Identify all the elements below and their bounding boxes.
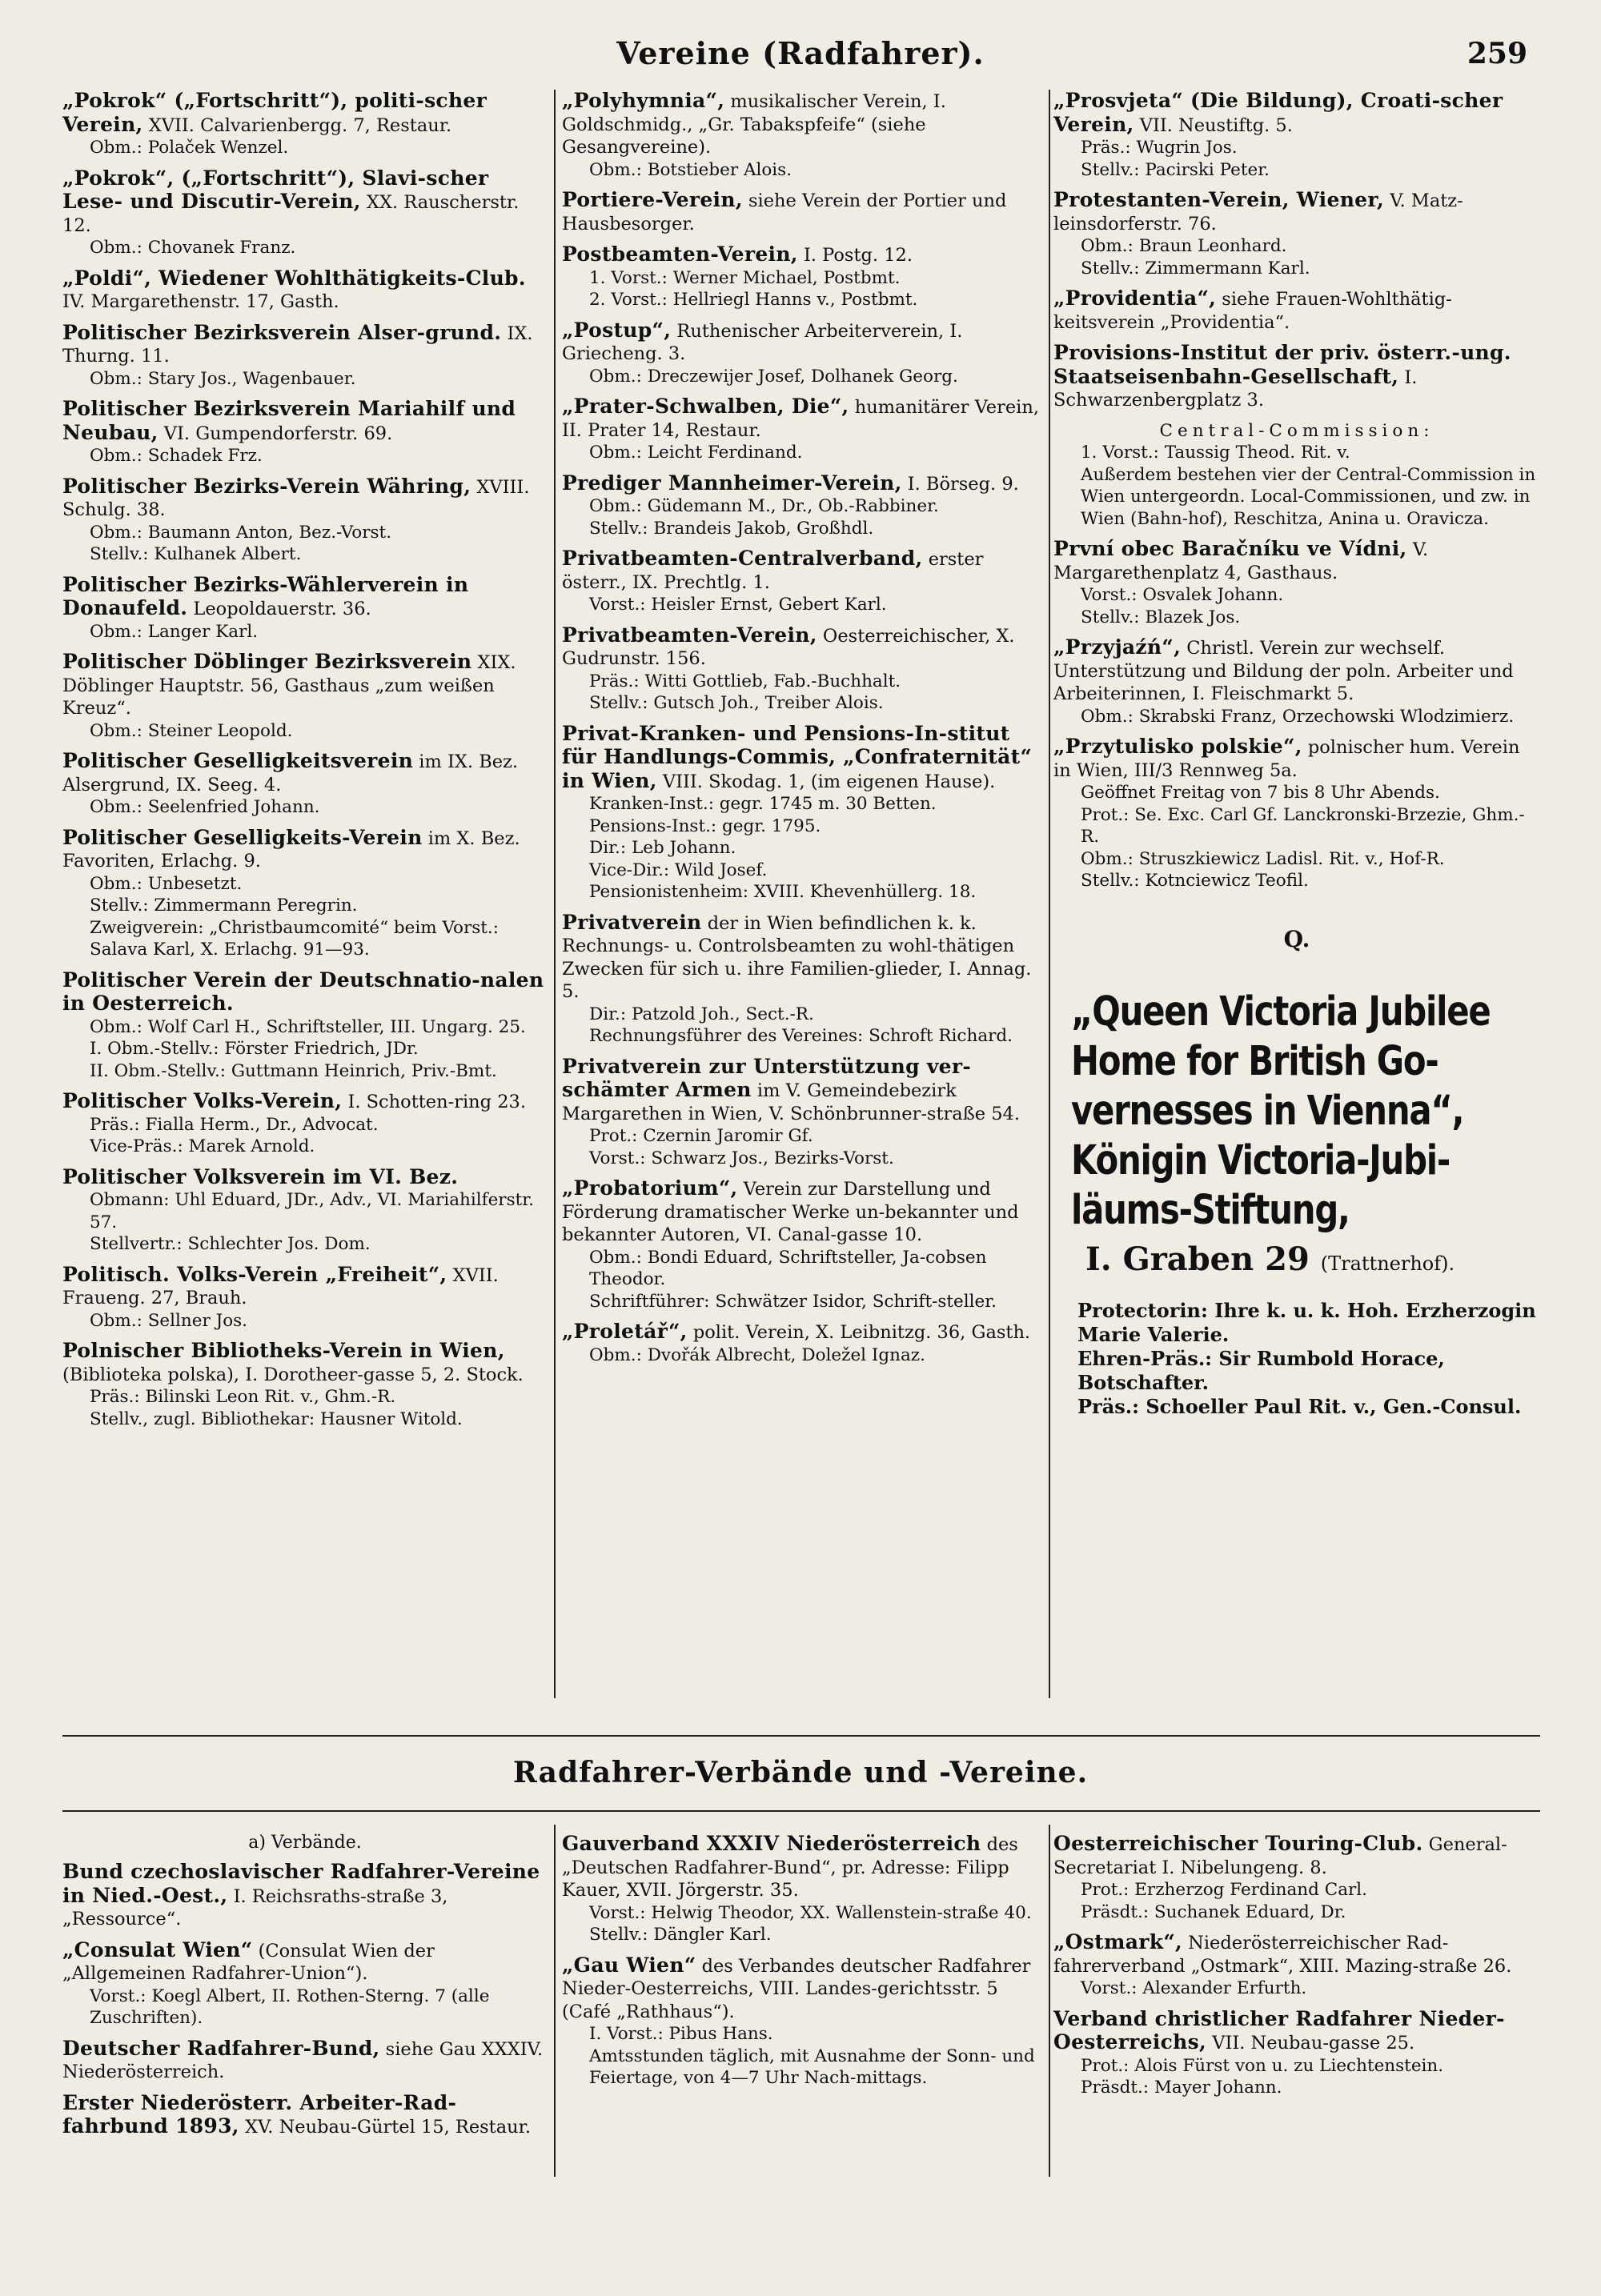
entry-name: Postbeamten-Verein, — [562, 242, 798, 266]
lower-column-3 — [1053, 1833, 1540, 2107]
entry-name: „Poldi“, Wiedener Wohlthätigkeits-Club. — [62, 266, 526, 290]
lower-column-1-list — [62, 1861, 548, 2139]
directory-entry — [62, 322, 548, 391]
directory-entry — [62, 651, 548, 742]
entry-detail-line: Stellv.: Pacirski Peter. — [1081, 159, 1270, 180]
page-header-title: Vereine (Radfahrer). — [616, 35, 985, 71]
entry-name: Privatbeamten-Verein, — [562, 623, 817, 647]
text-line: Königin Victoria-Jubi- — [1071, 1136, 1451, 1184]
directory-entry — [62, 1340, 548, 1430]
entry-detail-line: I. Vorst.: Pibus Hans. — [589, 2024, 773, 2044]
queen-victoria-title — [1071, 988, 1557, 1236]
entry-name: „Consulat Wien“ — [62, 1937, 253, 1961]
entry-address: XVII. Fraueng. 27, Brauh. — [62, 1264, 499, 1308]
directory-entry — [62, 827, 548, 961]
directory-entry — [62, 398, 548, 467]
entry-detail-line: Vorst.: Koegl Albert, II. Rothen-Sterng. 7 (alle Zuschriften). — [90, 1985, 490, 2028]
entry-heading — [562, 624, 1045, 671]
entry-address: XV. Neubau-Gürtel 15, Restaur. — [244, 2117, 532, 2138]
directory-entry — [562, 912, 1045, 1048]
entry-heading — [62, 398, 548, 445]
entry-address: im IX. Bez. Alsergrund, IX. Seeg. 4. — [62, 751, 519, 795]
entry-detail-line: I. Obm.-Stellv.: Förster Friedrich, JDr. — [90, 1039, 419, 1059]
entry-name: Gauverband XXXIV Niederösterreich — [562, 1832, 981, 1855]
entry-heading — [62, 1939, 548, 1985]
column-3-bottom — [1053, 538, 1540, 892]
directory-entry — [62, 1861, 548, 1931]
entry-address: I. Reichsraths-straße 3, „Ressource“. — [62, 1885, 448, 1929]
entry-detail-line: II. Obm.-Stellv.: Guttmann Heinrich, Priv.-Bmt. — [90, 1060, 497, 1081]
entry-heading — [62, 267, 548, 314]
entry-detail-line: Obm.: Botstieber Alois. — [589, 159, 792, 180]
entry-detail-line: Geöffnet Freitag von 7 bis 8 Uhr Abends. — [1081, 783, 1440, 803]
directory-entry — [62, 969, 548, 1083]
entry-heading — [62, 2038, 548, 2084]
subheading-verbaende: a) Verbände. — [248, 1833, 362, 1853]
text-line: Außerdem bestehen vier der Central-Commission in Wien untergeordn. Local-Commissionen, und zw. in Wien (Bahn-hof), Reschitza, Anina u. Oravicza. — [1081, 464, 1536, 529]
entry-heading — [62, 1340, 548, 1386]
entry-heading — [1053, 2008, 1540, 2055]
entry-heading — [62, 750, 548, 796]
entry-address: XX. Rauscherstr. 12. — [62, 192, 520, 236]
entry-name: „Pokrok“ („Fortschritt“), politi-scher Verein, — [62, 89, 488, 136]
entry-detail-line: Obm.: Leicht Ferdinand. — [589, 443, 803, 463]
entry-detail-line: Obm.: Unbesetzt. — [90, 873, 243, 894]
directory-entry — [562, 1320, 1045, 1366]
entry-heading — [562, 319, 1045, 366]
entry-detail-line: Stellv.: Kulhanek Albert. — [90, 544, 302, 564]
entry-address: General-Secretariat I. Nibelungeng. 8. — [1053, 1834, 1507, 1878]
entry-heading — [562, 472, 1045, 496]
directory-entry — [1053, 1833, 1540, 1923]
entry-name: Bund czechoslavischer Radfahrer-Vereine in Nied.-Oest., — [62, 1860, 540, 1907]
entry-name: „Ostmark“, — [1053, 1930, 1183, 1953]
entry-name: „Providentia“, — [1053, 286, 1217, 310]
entry-heading — [62, 1166, 548, 1190]
entry-name: Politischer Volks-Verein, — [62, 1089, 343, 1112]
section-title: Radfahrer-Verbände und -Vereine. — [512, 1756, 1089, 1789]
entry-heading — [562, 1954, 1045, 2024]
entry-heading — [1053, 189, 1540, 235]
directory-entry — [562, 1833, 1045, 1946]
directory-entry — [562, 189, 1045, 235]
entry-heading — [1053, 342, 1540, 412]
directory-entry — [62, 574, 548, 643]
entry-address: XVII. Calvarienbergg. 7, Restaur. — [148, 114, 452, 136]
entry-address: Ruthenischer Arbeiterverein, I. Griecheng. 3. — [562, 320, 963, 364]
entry-heading — [62, 969, 548, 1016]
entry-detail-line: Obm.: Güdemann M., Dr., Ob.-Rabbiner. — [589, 496, 939, 516]
directory-entry — [562, 319, 1045, 388]
entry-name: Prediger Mannheimer-Verein, — [562, 471, 902, 495]
entry-detail-line: Obm.: Stary Jos., Wagenbauer. — [90, 368, 356, 389]
entry-address: polnischer hum. Verein in Wien, III/3 Rennweg 5a. — [1053, 737, 1520, 781]
entry-detail-line: Prot.: Alois Fürst von u. zu Liechtenstein. — [1081, 2055, 1444, 2076]
entry-detail-line: Stellv.: Zimmermann Peregrin. — [90, 896, 358, 916]
directory-entry — [1053, 538, 1540, 628]
entry-name: Verband christlicher Radfahrer Nieder-Oesterreichs, — [1053, 2006, 1505, 2054]
column-1 — [62, 90, 548, 1438]
entry-detail-line: Obm.: Langer Karl. — [90, 621, 259, 642]
entry-detail-line: Obm.: Seelenfried Johann. — [90, 797, 320, 817]
entry-name: „Prater-Schwalben, Die“, — [562, 395, 849, 418]
entry-address: I. Postg. 12. — [803, 245, 913, 266]
section-rule — [62, 1810, 1540, 1812]
entry-name: „Probatorium“, — [562, 1176, 738, 1200]
entry-heading — [62, 322, 548, 368]
entry-heading — [62, 574, 548, 621]
entry-detail-line: Kranken-Inst.: gegr. 1745 m. 30 Betten. — [589, 794, 937, 814]
column-3-top — [1053, 90, 1540, 412]
directory-entry — [562, 1056, 1045, 1170]
entry-name: „Proletář“, — [562, 1320, 688, 1343]
entry-name: Politischer Bezirksverein Mariahilf und Neubau, — [62, 397, 516, 444]
entry-detail-line: Pensionistenheim: XVIII. Khevenhüllerg. 18. — [589, 882, 977, 902]
directory-entry — [62, 267, 548, 314]
entry-address: V. Matz-leinsdorferstr. 76. — [1053, 190, 1463, 234]
entry-detail-line: Präs.: Fialla Herm., Dr., Advocat. — [90, 1114, 379, 1135]
entry-address: Leopoldauerstr. 36. — [193, 599, 371, 619]
entry-address: IV. Margarethenstr. 17, Gasth. — [62, 291, 339, 312]
entry-name: „Pokrok“, („Fortschritt“), Slavi-scher Lese- und Discutir-Verein, — [62, 166, 489, 213]
entry-detail-line: Stellvertr.: Schlechter Jos. Dom. — [90, 1234, 371, 1254]
entry-heading — [62, 827, 548, 873]
entry-detail-line: Stellv.: Zimmermann Karl. — [1081, 258, 1310, 278]
entry-address: V. Margarethenplatz 4, Gasthaus. — [1053, 539, 1429, 583]
entry-name: Protestanten-Verein, Wiener, — [1053, 188, 1385, 211]
entry-address: siehe Gau XXXIV. Niederösterreich. — [62, 2038, 544, 2082]
entry-address: des „Deutschen Radfahrer-Bund“, pr. Adresse: Filipp Kauer, XVII. Jörgerstr. 35. — [562, 1834, 1018, 1901]
section-letter-q: Q. — [1283, 925, 1310, 952]
entry-name: Politisch. Volks-Verein „Freiheit“, — [62, 1262, 447, 1286]
directory-entry — [562, 624, 1045, 715]
entry-address: VIII. Skodag. 1, (im eigenen Hause). — [662, 771, 996, 792]
entry-detail-line: Vorst.: Schwarz Jos., Bezirks-Vorst. — [589, 1148, 894, 1168]
central-commission-lines — [1053, 442, 1540, 530]
entry-name: První obec Baračníku ve Vídni, — [1053, 537, 1407, 560]
entry-heading — [562, 90, 1045, 159]
entry-address: (Consulat Wien der „Allgemeinen Radfahrer-Union“). — [62, 1940, 435, 1984]
entry-name: „Przyjaźń“, — [1053, 635, 1182, 659]
entry-name: Polnischer Bibliotheks-Verein in Wien, — [62, 1339, 505, 1362]
directory-entry — [562, 243, 1045, 311]
entry-detail-line: Obm.: Skrabski Franz, Orzechowski Wlodzimierz. — [1081, 706, 1515, 727]
entry-detail-line: Obm.: Dreczewijer Josef, Dolhanek Georg. — [589, 366, 958, 387]
text-line: Home for British Go- — [1071, 1037, 1438, 1085]
entry-heading — [62, 1264, 548, 1310]
queen-victoria-officers — [1053, 1299, 1540, 1419]
entry-address: XIX. Döblinger Hauptstr. 56, Gasthaus „zum weißen Kreuz“. — [62, 652, 516, 719]
column-divider — [554, 1825, 556, 2177]
directory-entry — [62, 1090, 548, 1158]
directory-entry — [1053, 735, 1540, 892]
entry-detail-line: Vorst.: Heisler Ernst, Gebert Karl. — [589, 595, 887, 615]
entry-detail-line: Stellv., zugl. Bibliothekar: Hausner Witold. — [90, 1408, 463, 1429]
directory-entry — [562, 723, 1045, 904]
directory-entry — [62, 1939, 548, 2030]
lower-column-2 — [562, 1833, 1045, 2098]
directory-entry — [62, 1166, 548, 1256]
entry-heading — [62, 90, 548, 137]
entry-name: Politischer Volksverein im VI. Bez. — [62, 1164, 459, 1188]
entry-heading — [62, 651, 548, 720]
directory-entry — [62, 750, 548, 819]
entry-address: humanitärer Verein, II. Prater 14, Restaur. — [562, 397, 1039, 441]
entry-detail-line: Vice-Präs.: Marek Arnold. — [90, 1136, 315, 1156]
entry-detail-line: Obmann: Uhl Eduard, JDr., Adv., VI. Mariahilferstr. 57. — [90, 1190, 535, 1232]
entry-address: siehe Verein der Portier und Hausbesorger. — [562, 190, 1007, 234]
entry-name: Oesterreichischer Touring-Club. — [1053, 1832, 1423, 1855]
entry-detail-line: 2. Vorst.: Hellriegl Hanns v., Postbmt. — [589, 290, 918, 310]
directory-entry — [562, 547, 1045, 616]
lower-column-1 — [62, 1833, 548, 2147]
entry-detail-line: Stellv.: Gutsch Joh., Treiber Alois. — [589, 693, 884, 713]
entry-heading — [62, 167, 548, 238]
directory-entry — [562, 1177, 1045, 1312]
entry-name: Politischer Geselligkeitsverein — [62, 749, 414, 772]
entry-detail-line: Obm.: Bondi Eduard, Schriftsteller, Ja-cobsen Theodor. — [589, 1247, 987, 1289]
entry-detail-line: Stellv.: Kotnciewicz Teofil. — [1081, 871, 1309, 891]
entry-detail-line: Vorst.: Osvalek Johann. — [1081, 585, 1284, 605]
entry-address: I. Schwarzenbergplatz 3. — [1053, 367, 1418, 411]
entry-address: VII. Neubau-gasse 25. — [1212, 2033, 1415, 2054]
directory-entry — [1053, 636, 1540, 727]
entry-address: im X. Bez. Favoriten, Erlachg. 9. — [62, 827, 520, 872]
directory-entry — [1053, 1931, 1540, 2000]
text-line: „Queen Victoria Jubilee — [1071, 988, 1491, 1036]
entry-detail-line: Vorst.: Helwig Theodor, XX. Wallenstein-straße 40. — [589, 1902, 1032, 1923]
entry-heading — [562, 1833, 1045, 1902]
entry-address: siehe Frauen-Wohlthätig-keitsverein „Providentia“. — [1053, 289, 1452, 333]
entry-detail-line: Obm.: Dvořák Albrecht, Doležel Ignaz. — [589, 1344, 925, 1365]
entry-name: „Gau Wien“ — [562, 1953, 696, 1977]
queen-officer-line: Präs.: Schoeller Paul Rit. v., Gen.-Consul. — [1077, 1394, 1522, 1418]
directory-entry — [1053, 342, 1540, 412]
entry-address: der in Wien befindlichen k. k. Rechnungs- u. Controlsbeamten zu wohl-thätigen Zwecken für sich u. ihre Familien-glieder, I. Annag. 5. — [562, 912, 1032, 1002]
entry-detail-line: Präs.: Bilinski Leon Rit. v., Ghm.-R. — [90, 1387, 396, 1407]
directory-entry — [1053, 90, 1540, 181]
column-2 — [562, 90, 1045, 1374]
directory-entry — [62, 475, 548, 566]
entry-name: Politischer Döblinger Bezirksverein — [62, 650, 472, 673]
entry-address: VI. Gumpendorferstr. 69. — [163, 423, 393, 444]
entry-name: Politischer Bezirks-Wählerverein in Donaufeld. — [62, 572, 469, 619]
directory-entry — [562, 90, 1045, 181]
column-divider — [1049, 90, 1050, 1698]
entry-address: im V. Gemeindebezirk Margarethen in Wien, V. Schönbrunner-straße 54. — [562, 1080, 1020, 1124]
entry-address: erster österr., IX. Prechtlg. 1. — [562, 549, 984, 593]
entry-detail-line: Obm.: Schadek Frz. — [90, 446, 263, 466]
entry-address: VII. Neustiftg. 5. — [1139, 114, 1293, 136]
entry-detail-line: Präsdt.: Mayer Johann. — [1081, 2078, 1282, 2098]
queen-officer-line: Protectorin: Ihre k. u. k. Hoh. Erzherzogin Marie Valerie. — [1077, 1298, 1536, 1346]
text-line: vernesses in Vienna“, — [1071, 1087, 1464, 1135]
entry-heading — [562, 723, 1045, 794]
entry-detail-line: Obm.: Baumann Anton, Bez.-Vorst. — [90, 522, 392, 543]
entry-heading — [1053, 735, 1540, 782]
entry-detail-line: Obm.: Struszkiewicz Ladisl. Rit. v., Hof-R. — [1081, 848, 1445, 869]
entry-heading — [562, 189, 1045, 235]
entry-name: Privat-Kranken- und Pensions-In-stitut für Handlungs-Commis, „Confraternität“ in Wien, — [562, 721, 1033, 792]
entry-detail-line: Präsdt.: Suchanek Eduard, Dr. — [1081, 1901, 1346, 1922]
entry-heading — [1053, 1833, 1540, 1879]
entry-detail-line: Obm.: Steiner Leopold. — [90, 720, 293, 741]
directory-entry — [562, 395, 1045, 464]
entry-address: des Verbandes deutscher Radfahrer Nieder-Oesterreichs, VIII. Landes-gerichtsstr. 5 (Café „Rathhaus“). — [562, 1955, 1031, 2022]
entry-detail-line: Prot.: Czernin Jaromir Gf. — [589, 1126, 813, 1146]
entry-address: XVIII. Schulg. 38. — [62, 476, 530, 520]
entry-heading — [562, 1056, 1045, 1126]
entry-name: Portiere-Verein, — [562, 188, 743, 211]
entry-address: I. Börseg. 9. — [907, 473, 1019, 495]
column-divider — [1049, 1825, 1050, 2177]
directory-entry — [62, 1264, 548, 1332]
entry-heading — [562, 547, 1045, 594]
entry-name: Erster Niederösterr. Arbeiter-Rad-fahrbund 1893, — [62, 2090, 457, 2138]
queen-address-note: (Trattnerhof). — [1320, 1252, 1455, 1275]
entry-detail-line: Dir.: Patzold Joh., Sect.-R. — [589, 1004, 814, 1024]
entry-detail-line: Vice-Dir.: Wild Josef. — [589, 859, 768, 880]
entry-detail-line: Obm.: Braun Leonhard. — [1081, 236, 1287, 256]
entry-name: Provisions-Institut der priv. österr.-ung. Staatseisenbahn-Gesellschaft, — [1053, 341, 1511, 388]
entry-detail-line: Präs.: Wugrin Jos. — [1081, 138, 1238, 158]
entry-detail-line: Stellv.: Blazek Jos. — [1081, 607, 1241, 627]
entry-detail-line: Amtsstunden täglich, mit Ausnahme der Sonn- und Feiertage, von 4—7 Uhr Nach-mittags. — [589, 2046, 1035, 2088]
entry-detail-line: 1. Vorst.: Werner Michael, Postbmt. — [589, 267, 901, 288]
page-number: 259 — [1467, 37, 1527, 70]
entry-name: Privatbeamten-Centralverband, — [562, 547, 923, 570]
text-line: läums-Stiftung, — [1071, 1186, 1350, 1234]
entry-detail-line: Präs.: Witti Gottlieb, Fab.-Buchhalt. — [589, 671, 901, 691]
section-rule — [62, 1735, 1540, 1737]
entry-detail-line: Vorst.: Alexander Erfurth. — [1081, 1978, 1307, 1998]
entry-name: Privatverein zur Unterstützung ver-schämter Armen — [562, 1054, 972, 1101]
entry-heading — [62, 2092, 548, 2139]
text-line: 1. Vorst.: Taussig Theod. Rit. v. — [1081, 443, 1350, 463]
directory-entry — [1053, 287, 1540, 334]
entry-heading — [1053, 636, 1540, 706]
entry-heading — [1053, 1931, 1540, 1977]
directory-entry — [62, 90, 548, 159]
entry-address: Niederösterreichischer Rad-fahrerverband „Ostmark“, XIII. Mazing-straße 26. — [1053, 1933, 1512, 1977]
entry-heading — [562, 912, 1045, 1004]
entry-address: Christl. Verein zur wechself. Unterstützung und Bildung der poln. Arbeiter und Arbeiterinnen, I. Fleischmarkt 5. — [1053, 638, 1514, 704]
entry-heading — [1053, 90, 1540, 137]
entry-detail-line: Rechnungsführer des Vereines: Schroft Richard. — [589, 1026, 1013, 1046]
entry-heading — [562, 1320, 1045, 1344]
entry-name: Privatverein — [562, 910, 702, 934]
entry-heading — [562, 395, 1045, 442]
entry-heading — [562, 243, 1045, 267]
entry-detail-line: Obm.: Chovanek Franz. — [90, 238, 296, 258]
entry-detail-line: Obm.: Wolf Carl H., Schriftsteller, III. Ungarg. 25. — [90, 1016, 526, 1037]
entry-heading — [562, 1177, 1045, 1247]
entry-name: Politischer Verein der Deutschnatio-nalen in Oesterreich. — [62, 968, 544, 1015]
entry-name: „Polyhymnia“, — [562, 89, 725, 112]
queen-victoria-address — [1085, 1240, 1540, 1278]
directory-entry — [1053, 2008, 1540, 2099]
entry-heading — [62, 1090, 548, 1114]
entry-heading — [1053, 287, 1540, 334]
entry-name: „Przytulisko polskie“, — [1053, 735, 1302, 758]
entry-address: Oesterreichischer, X. Gudrunstr. 156. — [562, 625, 1015, 669]
entry-address: IX. Thurng. 11. — [62, 323, 533, 367]
entry-name: Deutscher Radfahrer-Bund, — [62, 2036, 380, 2060]
central-commission — [1053, 420, 1540, 531]
directory-entry — [62, 2038, 548, 2084]
entry-heading — [62, 1861, 548, 1931]
directory-entry — [562, 1954, 1045, 2090]
entry-heading — [62, 475, 548, 522]
entry-detail-line: Stellv.: Dängler Karl. — [589, 1925, 772, 1945]
directory-entry — [62, 2092, 548, 2139]
entry-detail-line: Dir.: Leb Johann. — [589, 838, 736, 858]
entry-name: „Postup“, — [562, 318, 672, 342]
entry-name: Politischer Bezirks-Verein Währing, — [62, 474, 471, 498]
entry-detail-line: Stellv.: Brandeis Jakob, Großhdl. — [589, 518, 874, 539]
entry-detail-line: Obm.: Polaček Wenzel. — [90, 138, 289, 158]
queen-officer-line: Ehren-Präs.: Sir Rumbold Horace, Botschafter. — [1077, 1346, 1445, 1394]
entry-name: „Prosvjeta“ (Die Bildung), Croati-scher Verein, — [1053, 89, 1503, 136]
directory-entry — [62, 167, 548, 259]
entry-detail-line: Obm.: Sellner Jos. — [90, 1310, 248, 1331]
queen-address-street: I. Graben 29 — [1085, 1240, 1310, 1278]
entry-name: Politischer Bezirksverein Alser-grund. — [62, 320, 502, 344]
entry-detail-line: Schriftführer: Schwätzer Isidor, Schrift-steller. — [589, 1291, 997, 1312]
entry-detail-line: Pensions-Inst.: gegr. 1795. — [589, 815, 821, 836]
column-3 — [1053, 90, 1540, 1419]
entry-detail-line: Prot.: Se. Exc. Carl Gf. Lanckronski-Brzezie, Ghm.-R. — [1081, 804, 1525, 847]
entry-heading — [1053, 538, 1540, 584]
directory-entry — [1053, 189, 1540, 279]
directory-entry — [562, 472, 1045, 540]
entry-detail-line: Prot.: Erzherzog Ferdinand Carl. — [1081, 1880, 1368, 1900]
entry-address: polit. Verein, X. Leibnitzg. 36, Gasth. — [692, 1322, 1031, 1343]
central-commission-heading: Central-Commission: — [1159, 420, 1434, 441]
entry-address: musikalischer Verein, I. Goldschmidg., „Gr. Tabakspfeife“ (siehe Gesangvereine). — [562, 91, 946, 158]
entry-address: Verein zur Darstellung und Förderung dramatischer Werke un-bekannter und bekannter Autoren, VI. Canal-gasse 10. — [562, 1179, 1019, 1245]
entry-detail-line: Zweigverein: „Christbaumcomité“ beim Vorst.: Salava Karl, X. Erlachg. 91—93. — [90, 917, 500, 960]
column-divider — [554, 90, 556, 1698]
entry-address: I. Schotten-ring 23. — [347, 1092, 526, 1112]
entry-address: (Biblioteka polska), I. Dorotheer-gasse 5, 2. Stock. — [62, 1364, 524, 1385]
entry-name: Politischer Geselligkeits-Verein — [62, 825, 423, 849]
